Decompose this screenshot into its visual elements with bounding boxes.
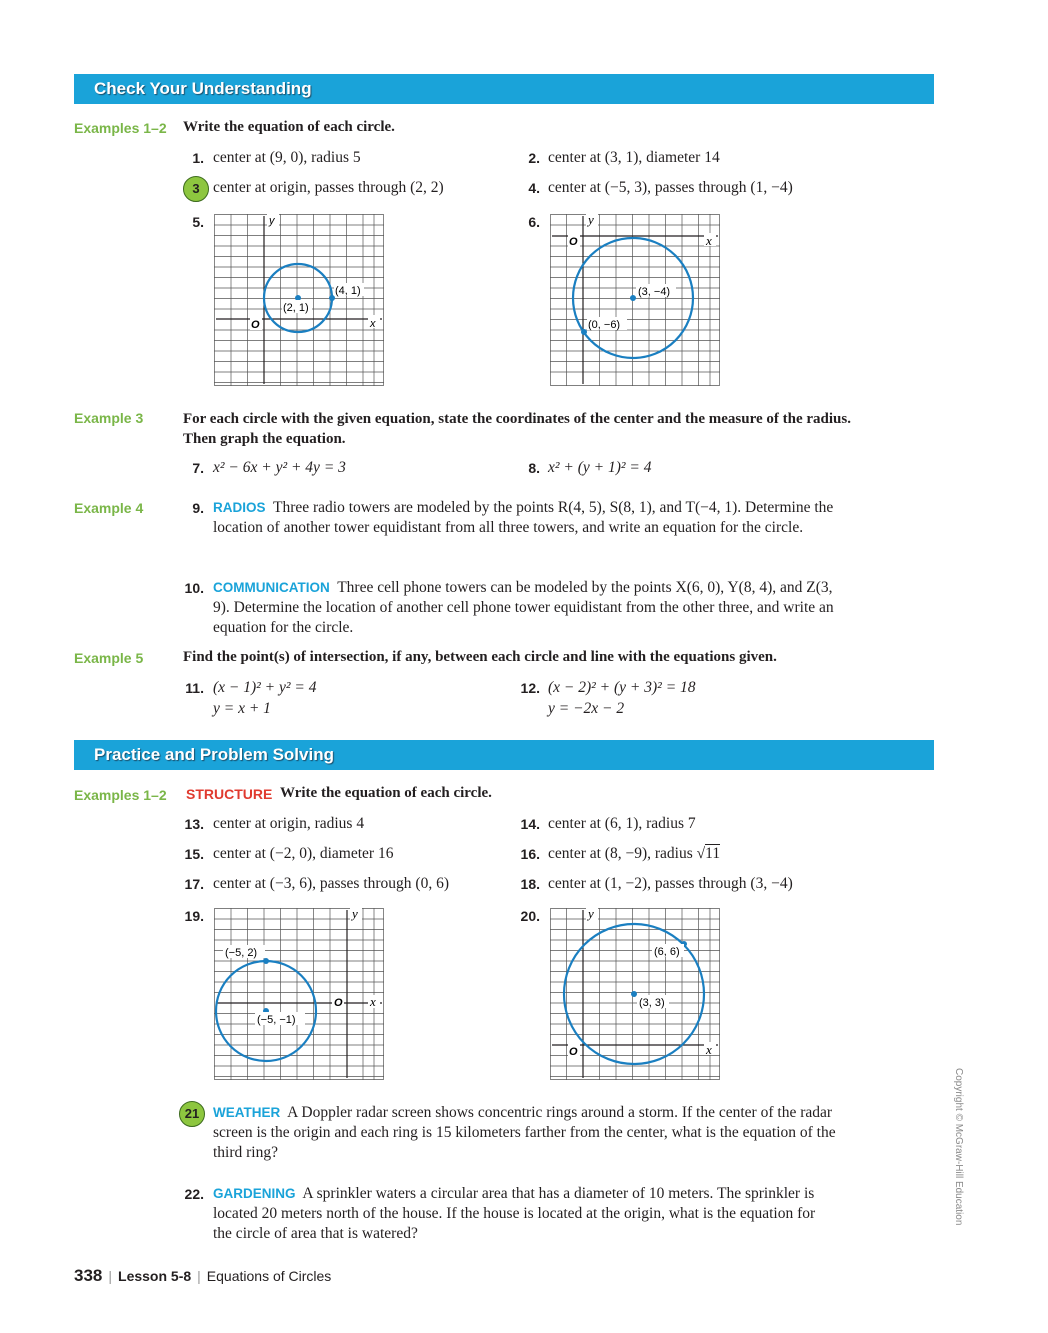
axis-y-label: y xyxy=(588,214,594,227)
point-label: (0, −6) xyxy=(588,319,621,331)
problem-number: 12. xyxy=(520,680,540,696)
origin-label: O xyxy=(569,1046,578,1058)
origin-label: O xyxy=(334,997,343,1009)
problem-text xyxy=(213,498,838,538)
instruction: Write the equation of each circle. xyxy=(280,785,492,801)
problem-number: 2. xyxy=(528,150,540,166)
structure-keyword: STRUCTURE xyxy=(186,786,273,802)
axis-x-label: x xyxy=(706,233,712,248)
problem-body: A sprinkler waters a circular area that has a diameter of 10 meters. The sprinkler is located 20 meters north of the house. If the house is located at the origin, what is the equation for the circle of area that is watered? xyxy=(213,1185,816,1242)
instruction: Write the equation of each circle. xyxy=(183,119,395,135)
problem-number: 9. xyxy=(192,500,204,516)
lesson-label: Lesson 5-8 xyxy=(118,1268,192,1284)
example-label: Example 5 xyxy=(74,650,144,666)
problem-text: center at (−3, 6), passes through (0, 6) xyxy=(213,875,450,892)
graph-19 xyxy=(214,908,384,1080)
problem-body: Three cell phone towers can be modeled by the points X(6, 0), Y(8, 4), and Z(3, 9). Determine the location of another cell phone tower equidistant from the other three, and write an equation for the circle. xyxy=(213,579,834,636)
problem-text xyxy=(213,1184,823,1244)
axis-x-label: x xyxy=(706,1042,712,1057)
origin-label: O xyxy=(251,319,260,331)
axis-y-label: y xyxy=(352,908,358,921)
problem-text: center at origin, radius 4 xyxy=(213,815,365,832)
edge-point xyxy=(263,958,269,964)
keyword: WEATHER xyxy=(213,1105,281,1120)
axis-x-label: x xyxy=(370,318,376,330)
point-label: (−5, −1) xyxy=(257,1014,296,1026)
example-label: Examples 1–2 xyxy=(74,787,167,803)
problem-number: 10. xyxy=(184,580,204,596)
point-label: (3, −4) xyxy=(638,286,671,298)
axis-x-label: x xyxy=(370,994,376,1009)
footer: 338 | Lesson 5-8 | Equations of Circles xyxy=(74,1266,332,1285)
problem-text: center at (8, −9), radius √11 xyxy=(548,845,721,862)
problem-number: 20. xyxy=(520,908,540,924)
problem-number: 11. xyxy=(185,680,204,696)
section-title: Check Your Understanding xyxy=(94,79,312,98)
problem-text: center at (1, −2), passes through (3, −4) xyxy=(548,875,793,892)
center-point xyxy=(631,991,637,997)
problem-number: 15. xyxy=(184,846,204,862)
graph-20 xyxy=(550,908,720,1080)
center-point xyxy=(630,295,636,301)
problem-text xyxy=(213,578,853,638)
origin-label: O xyxy=(569,236,578,248)
problem-number: 17. xyxy=(184,876,204,892)
problem-body: A Doppler radar screen shows concentric rings around a storm. If the center of the radar screen is the origin and each ring is 15 kilometers farther from the center, what is the equation of the third ring? xyxy=(213,1104,836,1161)
problem-number: 5. xyxy=(192,214,204,230)
keyword: GARDENING xyxy=(213,1186,296,1201)
edge-point xyxy=(581,329,587,335)
problem-text: center at (−5, 3), passes through (1, −4) xyxy=(548,179,793,196)
instruction: For each circle with the given equation, state the coordinates of the center and the measure of the radius. Then graph the equation. xyxy=(183,411,851,447)
keyword: RADIOS xyxy=(213,500,266,515)
graph-6 xyxy=(550,214,720,386)
equation: x² − 6x + y² + 4y = 3 xyxy=(213,459,346,476)
problem-text: center at (3, 1), diameter 14 xyxy=(548,149,720,166)
equation: (x − 1)² + y² = 4 xyxy=(213,679,317,696)
problem-text: center at origin, passes through (2, 2) xyxy=(213,179,444,196)
copyright: Copyright © McGraw-Hill Education xyxy=(953,1068,964,1226)
problem-number: 19. xyxy=(184,908,204,924)
equation: (x − 2)² + (y + 3)² = 18 xyxy=(548,679,696,696)
point-label: (3, 3) xyxy=(639,997,665,1009)
section-title: Practice and Problem Solving xyxy=(94,745,334,764)
problem-number: 4. xyxy=(528,180,540,196)
problem-text: center at (6, 1), radius 7 xyxy=(548,815,696,832)
equation: x² + (y + 1)² = 4 xyxy=(548,459,652,476)
example-label: Example 4 xyxy=(74,500,144,516)
point-label: (2, 1) xyxy=(283,302,309,314)
axis-y-label: y xyxy=(588,908,594,921)
equation: y = −2x − 2 xyxy=(548,700,625,717)
example-label: Examples 1–2 xyxy=(74,120,167,136)
problem-text: center at (9, 0), radius 5 xyxy=(213,149,361,166)
example-label: Example 3 xyxy=(74,410,144,426)
problem-number: 22. xyxy=(184,1186,204,1202)
keyword: COMMUNICATION xyxy=(213,580,330,595)
problem-number: 1. xyxy=(192,150,204,166)
page-number: 338 xyxy=(74,1266,103,1285)
problem-number: 13. xyxy=(184,816,204,832)
problem-number-highlight: 3 xyxy=(183,176,209,202)
problem-number: 16. xyxy=(520,846,540,862)
problem-number: 7. xyxy=(192,460,204,476)
problem-text xyxy=(213,1103,863,1163)
section-banner-check xyxy=(74,74,934,104)
section-banner-practice xyxy=(74,740,934,770)
instruction: Find the point(s) of intersection, if any, between each circle and line with the equations given. xyxy=(183,649,777,665)
axis-y-label: y xyxy=(269,215,275,227)
problem-number-highlight: 21 xyxy=(179,1101,205,1127)
point-label: (−5, 2) xyxy=(225,947,258,959)
graph-5 xyxy=(214,214,384,386)
problem-number: 14. xyxy=(520,816,540,832)
problem-body: Three radio towers are modeled by the points R(4, 5), S(8, 1), and T(−4, 1). Determine the location of another tower equidistant from all three towers, and write an equation for the circle. xyxy=(213,499,834,536)
problem-number: 8. xyxy=(528,460,540,476)
lesson-title: Equations of Circles xyxy=(206,1268,332,1284)
point-label: (4, 1) xyxy=(335,285,361,297)
equation: y = x + 1 xyxy=(213,700,271,717)
point-label: (6, 6) xyxy=(654,946,680,958)
problem-number: 18. xyxy=(520,876,540,892)
problem-number: 6. xyxy=(528,214,540,230)
problem-text: center at (−2, 0), diameter 16 xyxy=(213,845,394,862)
radical: √11 xyxy=(696,845,721,862)
